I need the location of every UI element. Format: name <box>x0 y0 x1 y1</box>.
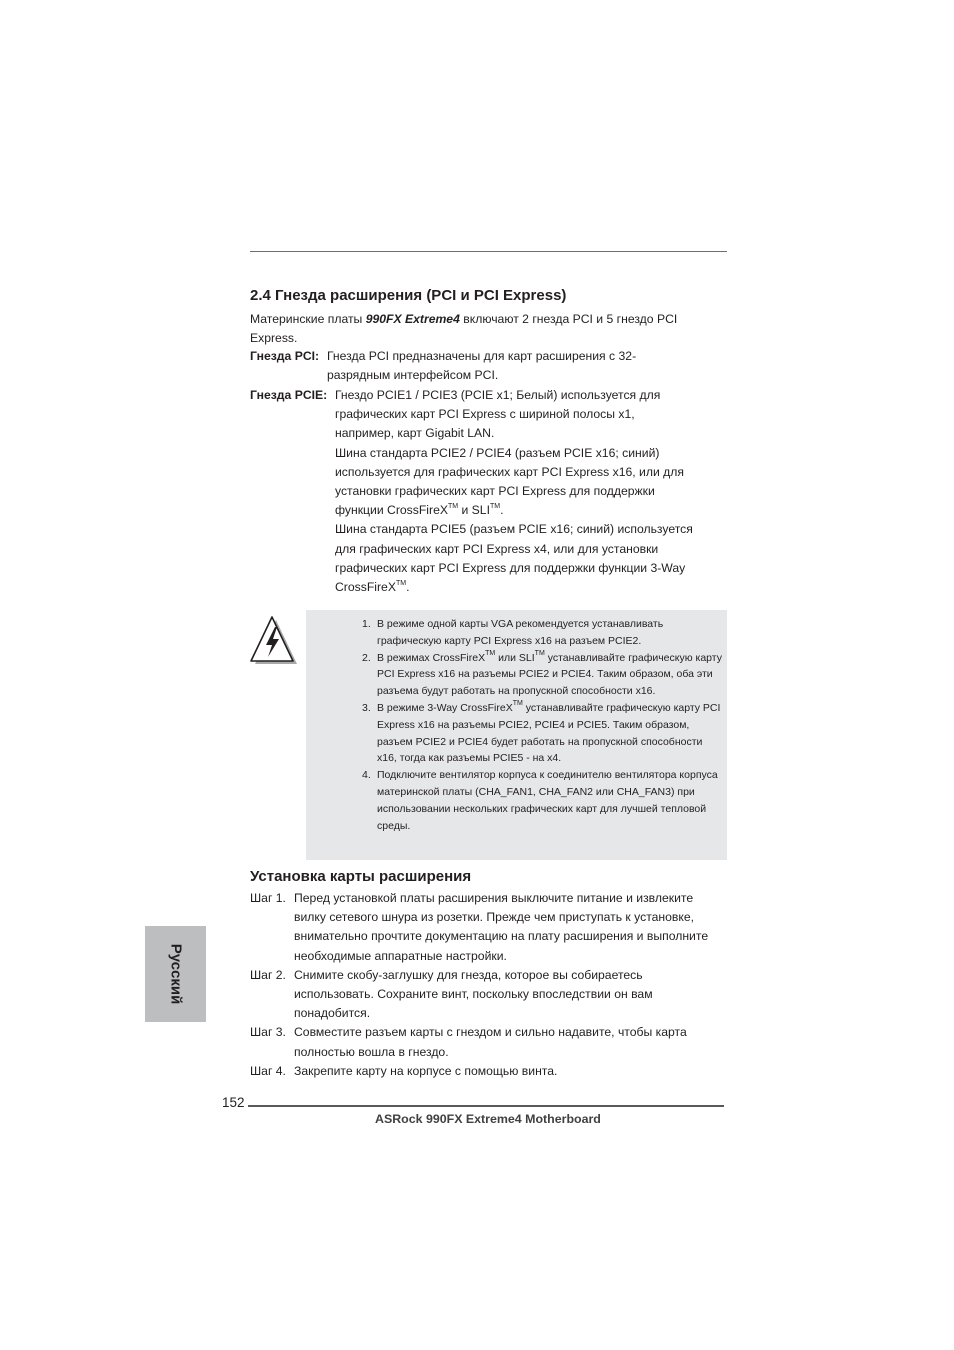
pcie-paragraph-2 <box>335 444 695 521</box>
step-text: Снимите скобу-заглушку для гнезда, которое вы собираетесь использовать. Сохраните винт, поскольку впоследствии он вам понадобится. <box>294 967 653 1021</box>
warning-icon <box>248 615 298 667</box>
step-text: Совместите разъем карты с гнездом и сильно надавите, чтобы карта полностью вошла в гнездо. <box>294 1025 687 1059</box>
section-title: 2.4 Гнезда расширения (PCI и PCI Express) <box>250 287 567 304</box>
note-item <box>362 767 724 834</box>
note-text: В режимах CrossFireX <box>377 651 486 664</box>
step-label: Шаг 4. <box>250 1063 286 1078</box>
note-text: В режиме 3-Way CrossFireX <box>377 701 513 714</box>
note-text: В режиме одной карты VGA рекомендуется устанавливать графическую карту PCI Express x16 на разъем PCIE2. <box>377 618 664 647</box>
note-number: 3. <box>362 701 371 714</box>
pcie-p2-and: и SLI <box>458 503 490 518</box>
intro-model: 990FX Extreme4 <box>365 312 460 326</box>
step-label: Шаг 2. <box>250 967 286 982</box>
pcie-p2-text: Шина стандарта PCIE2 / PCIE4 (разъем PCIE x16; синий) используется для графических карт PCI Express x16, или для установки графических карт PCI Express для поддержки функции CrossFireX <box>335 445 684 518</box>
step-text: Закрепите карту на корпусе с помощью винта. <box>294 1063 558 1078</box>
page-number: 152 <box>222 1095 245 1110</box>
tm-mark: TM <box>534 649 545 657</box>
step-label: Шаг 3. <box>250 1025 286 1040</box>
note-text: устанавливайте графическую карту PCI Express x16 на разъемы PCIE2, PCIE4 и PCIE5. Таким образом, разъем PCIE2 и PCIE4 будет работать на пропускной способности x16, тогда как разъемы PCIE5 - на x4. <box>377 701 721 765</box>
pci-label: Гнезда PCI: <box>250 349 320 363</box>
pcie-paragraph-1: Гнездо PCIE1 / PCIE3 (PCIE x1; Белый) используется для графических карт PCI Express с шириной полосы x1, например, карт Gigabit LAN. <box>335 388 661 441</box>
note-item <box>362 616 724 650</box>
intro-paragraph <box>250 310 720 348</box>
tm-mark: TM <box>512 699 523 707</box>
note-number: 2. <box>362 651 371 664</box>
install-step <box>250 1023 720 1061</box>
top-rule <box>250 251 727 252</box>
intro-after: включают 2 гнезда PCI и 5 гнездо PCI Express. <box>250 312 678 346</box>
pcie-p3-end: . <box>406 580 410 595</box>
install-step <box>250 889 720 966</box>
tm-mark: TM <box>485 649 496 657</box>
note-text: устанавливайте графическую карту PCI Express x16 на разъемы PCIE2 и PCIE4. Таким образом, оба эти разъема будут работать на пропускной способности x16. <box>377 651 722 698</box>
pcie-label: Гнезда PCIE: <box>250 388 328 402</box>
note-item <box>362 650 724 700</box>
language-tab-label: Русский <box>167 943 185 1005</box>
tm-mark: TM <box>395 580 407 588</box>
tm-mark: TM <box>489 503 501 511</box>
pcie-description <box>335 386 695 597</box>
note-item <box>362 700 724 767</box>
note-number: 1. <box>362 618 371 630</box>
install-steps <box>250 889 720 1081</box>
note-text: Подключите вентилятор корпуса к соединителю вентилятора корпуса материнской платы (CHA_FAN1, CHA_FAN2 или CHA_FAN3) при использовании нескольких графических карт для лучшей тепловой среды. <box>377 769 718 832</box>
intro-before: Материнские платы <box>250 312 366 326</box>
notes-list <box>362 616 724 834</box>
footer-rule <box>248 1105 724 1107</box>
footer-text: ASRock 990FX Extreme4 Motherboard <box>375 1112 601 1126</box>
install-title: Установка карты расширения <box>250 868 472 885</box>
tm-mark: TM <box>447 503 459 511</box>
step-label: Шаг 1. <box>250 891 286 905</box>
pci-description: Гнезда PCI предназначены для карт расширения с 32-разрядным интерфейсом PCI. <box>327 349 637 383</box>
step-text: Перед установкой платы расширения выключите питание и извлеките вилку сетевого шнура из розетки. Прежде чем приступать к установке, внимательно прочтите документацию на плату расширения и выполните необходимые аппаратные настройки. <box>294 891 709 963</box>
pcie-p2-end: . <box>500 503 504 518</box>
pcie-paragraph-3 <box>335 520 695 597</box>
install-step <box>250 1062 720 1081</box>
install-step <box>250 966 720 1024</box>
note-number: 4. <box>362 769 371 782</box>
pcie-p3-text: Шина стандарта PCIE5 (разъем PCIE x16; синий) используется для графических карт PCI Express x4, или для установки графических карт PCI Express для поддержки функции 3-Way CrossFireX <box>335 522 693 595</box>
note-text: или SLI <box>495 651 535 664</box>
